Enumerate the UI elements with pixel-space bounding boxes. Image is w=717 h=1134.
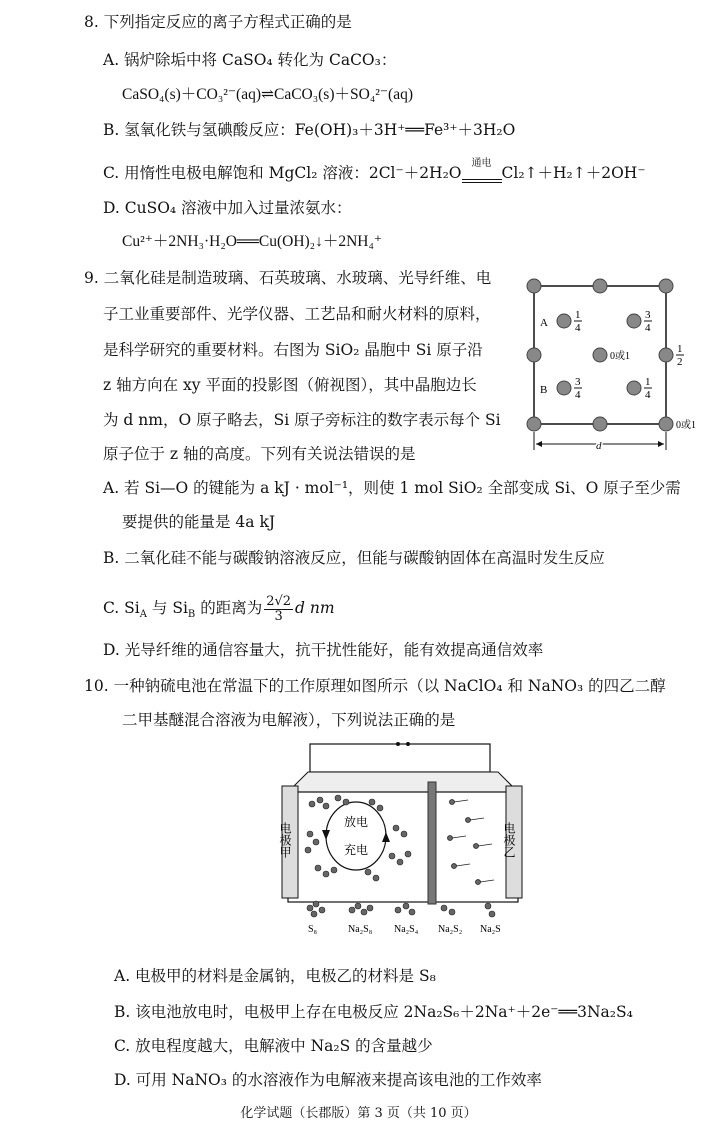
center-height-label: 0或1 — [610, 351, 630, 362]
q10-option-d: D. 可用 NaNO₃ 的水溶液作为电解液来提高该电池的工作效率 — [114, 1071, 542, 1089]
q9-stem-line-5: 为 d nm，O 原子略去，Si 原子旁标注的数字表示每个 Si — [103, 411, 501, 429]
svg-text:1: 1 — [645, 376, 651, 388]
q10-option-c: C. 放电程度越大，电解液中 Na₂S 的含量越少 — [114, 1037, 433, 1055]
svg-text:4: 4 — [645, 389, 651, 401]
q9-option-b: B. 二氧化硅不能与碳酸钠溶液反应，但能与碳酸钠固体在高温时发生反应 — [103, 549, 605, 567]
na-s-battery-figure — [268, 742, 548, 942]
svg-text:1: 1 — [677, 343, 683, 355]
q9-option-c: C. $Si_A$ 与 $Si_B$ 的距离为 $\frac{2√2}{3}$ d nm — [103, 593, 335, 624]
q10-stem-line-2: 二甲基醚混合溶液为电解液），下列说法正确的是 — [122, 711, 456, 729]
si-a-label: A — [540, 317, 548, 329]
q9-stem-line-4: z 轴方向在 xy 平面的投影图（俯视图），其中晶胞边长 — [103, 376, 477, 394]
distance-fraction: $\frac{2√2}{3}$ — [266, 593, 292, 624]
q8-option-c-reactants: C. 用惰性电极电解饱和 MgCl₂ 溶液：2Cl⁻＋2H₂O — [103, 164, 462, 182]
svg-text:3: 3 — [645, 309, 651, 321]
electrode-yi-label: 电极乙 — [502, 822, 516, 858]
svg-text:4: 4 — [575, 389, 581, 401]
separator — [428, 782, 436, 904]
q8-option-d: D. CuSO₄ 溶液中加入过量浓氨水： — [103, 199, 352, 217]
q10-option-a: A. 电极甲的材料是金属钠，电极乙的材料是 S₈ — [114, 967, 436, 985]
q9-option-a-line-2: 要提供的能量是 4a kJ — [122, 513, 276, 531]
q9-option-a-line-1: A. 若 Si—O 的键能为 a kJ · mol⁻¹，则使 1 mol SiO₂ 全部变成 Si、O 原子至少需 — [103, 479, 681, 497]
charge-label: 充电 — [344, 843, 369, 857]
species-s8: S₈ — [308, 924, 318, 935]
q10-option-b: B. 该电池放电时，电极甲上存在电极反应 2Na₂S₆＋2Na⁺＋2e⁻══3Na₂S₄ — [114, 1003, 633, 1021]
discharge-label: 放电 — [344, 815, 369, 829]
q9-stem-line-3: 是科学研究的重要材料。右图为 SiO₂ 晶胞中 Si 原子沿 — [103, 341, 483, 359]
q9-stem-line-1: 9. 二氧化硅是制造玻璃、石英玻璃、水玻璃、光导纤维、电 — [84, 269, 492, 287]
cell-edge-label: d — [596, 440, 602, 452]
q8-option-b: B. 氢氧化铁与氢碘酸反应：Fe(OH)₃＋3H⁺══Fe³⁺＋3H₂O — [103, 121, 516, 139]
svg-text:2: 2 — [677, 356, 683, 368]
q9-option-d: D. 光导纤维的通信容量大，抗干扰性能好，能有效提高通信效率 — [103, 641, 544, 659]
species-na2s8: Na₂S₈ — [348, 924, 373, 935]
corner-height-label: 0或1 — [676, 420, 696, 431]
electrolysis-condition: 通电 — [471, 158, 492, 169]
svg-text:4: 4 — [645, 322, 651, 334]
q9-stem-line-6: 原子位于 z 轴的高度。下列有关说法错误的是 — [103, 445, 416, 463]
sio2-projection-figure — [518, 268, 714, 460]
q8-option-c — [103, 158, 646, 183]
svg-text:4: 4 — [575, 322, 581, 334]
species-na2s2: Na₂S₂ — [438, 924, 463, 935]
electrolysis-arrow — [462, 158, 502, 183]
electrode-jia-label: 电极甲 — [278, 822, 292, 858]
q8-option-a-equation: CaSO₄(s)＋CO₃²⁻(aq)⇌CaCO₃(s)＋SO₄²⁻(aq) — [122, 86, 414, 103]
si-b-label: B — [540, 384, 548, 396]
svg-text:3: 3 — [575, 376, 581, 388]
species-na2s: Na₂S — [480, 924, 501, 935]
svg-text:1: 1 — [575, 309, 581, 321]
species-na2s4: Na₂S₄ — [394, 924, 419, 935]
q8-option-d-equation: Cu²⁺＋2NH₃·H₂O══Cu(OH)₂↓＋2NH₄⁺ — [122, 233, 383, 250]
page-footer: 化学试题（长郡版）第 3 页（共 10 页） — [240, 1106, 477, 1121]
q10-stem-line-1: 10. 一种钠硫电池在常温下的工作原理如图所示（以 NaClO₄ 和 NaNO₃ 的四乙二醇 — [84, 677, 666, 695]
q8-stem: 8. 下列指定反应的离子方程式正确的是 — [84, 13, 352, 31]
q8-option-c-products: Cl₂↑＋H₂↑＋2OH⁻ — [501, 164, 646, 182]
q9-stem-line-2: 子工业重要部件、光学仪器、工艺品和耐火材料的原料， — [103, 305, 491, 323]
q8-option-a: A. 锅炉除垢中将 CaSO₄ 转化为 CaCO₃： — [103, 51, 397, 69]
